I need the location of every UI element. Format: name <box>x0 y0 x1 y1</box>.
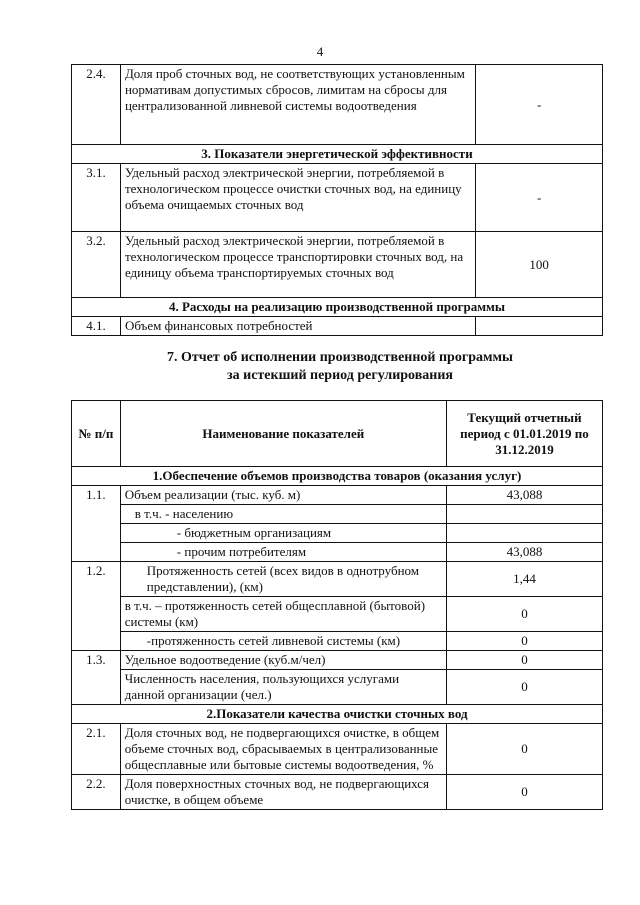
row-value: 43,088 <box>446 543 602 562</box>
row-value <box>446 505 602 524</box>
row-number: 2.4. <box>72 65 121 145</box>
table-row <box>72 486 603 505</box>
table-row <box>72 670 603 705</box>
row-value: 1,44 <box>446 562 602 597</box>
report-table <box>71 400 603 810</box>
row-text: - бюджетным организациям <box>120 524 446 543</box>
row-value: 0 <box>446 724 602 775</box>
row-text: Удельное водоотведение (куб.м/чел) <box>120 651 446 670</box>
row-value <box>446 524 602 543</box>
row-value: - <box>476 164 603 232</box>
row-text: в т.ч. - населению <box>120 505 446 524</box>
table-row <box>72 505 603 524</box>
section-title: 3. Показатели энергетической эффективности <box>72 145 603 164</box>
row-text: Протяженность сетей (всех видов в однотрубном представлении), (км) <box>120 562 446 597</box>
table-row <box>72 562 603 597</box>
row-text: Удельный расход электрической энергии, потребляемой в технологическом процессе транспортировки сточных вод, на единицу объема транспортируемых сточных вод <box>120 232 475 298</box>
section-row <box>72 298 603 317</box>
row-text: - прочим потребителям <box>120 543 446 562</box>
section-row <box>72 145 603 164</box>
row-text: -протяженность сетей ливневой системы (км) <box>120 632 446 651</box>
table-row <box>72 543 603 562</box>
row-text: Объем реализации (тыс. куб. м) <box>120 486 446 505</box>
table-row <box>72 65 603 145</box>
table-row <box>72 651 603 670</box>
row-value: 0 <box>446 670 602 705</box>
row-number: 2.2. <box>72 775 121 810</box>
row-text: Доля поверхностных сточных вод, не подвергающихся очистке, в общем объеме <box>120 775 446 810</box>
table-row <box>72 597 603 632</box>
row-number: 3.1. <box>72 164 121 232</box>
row-value: 0 <box>446 632 602 651</box>
row-text: Доля сточных вод, не подвергающихся очистке, в общем объеме сточных вод, сбрасываемых в централизованные общесплавные или бытовые системы водоотведения, % <box>120 724 446 775</box>
section-row <box>72 705 603 724</box>
section-title: 2.Показатели качества очистки сточных вод <box>72 705 603 724</box>
row-number: 1.3. <box>72 651 121 705</box>
row-text: Доля проб сточных вод, не соответствующих установленным нормативам допустимых сбросов, лимитам на сбросы для централизованной ливневой системы водоотведения <box>120 65 475 145</box>
table-row <box>72 524 603 543</box>
table-row <box>72 232 603 298</box>
row-number: 1.1. <box>72 486 121 562</box>
header-period: Текущий отчетный период с 01.01.2019 по 31.12.2019 <box>446 401 602 467</box>
row-number: 1.2. <box>72 562 121 651</box>
header-row <box>72 401 603 467</box>
row-value <box>476 317 603 336</box>
section-row <box>72 467 603 486</box>
table-row <box>72 164 603 232</box>
row-text: Объем финансовых потребностей <box>120 317 475 336</box>
row-number: 3.2. <box>72 232 121 298</box>
row-value: 43,088 <box>446 486 602 505</box>
row-value: 0 <box>446 651 602 670</box>
heading-line-1: 7. Отчет об исполнении производственной программы <box>166 350 513 365</box>
row-value: 0 <box>446 597 602 632</box>
row-value: 0 <box>446 775 602 810</box>
header-number: № п/п <box>72 401 121 467</box>
heading-line-2: за истекший период регулирования <box>227 368 453 383</box>
row-text: Численность населения, пользующихся услугами данной организации (чел.) <box>120 670 446 705</box>
row-number: 2.1. <box>72 724 121 775</box>
report-heading <box>0 349 640 385</box>
table-row <box>72 724 603 775</box>
row-number: 4.1. <box>72 317 121 336</box>
table-row <box>72 632 603 651</box>
row-text: в т.ч. – протяженность сетей общесплавной (бытовой) системы (км) <box>120 597 446 632</box>
page-number: 4 <box>316 44 324 59</box>
row-text: Удельный расход электрической энергии, потребляемой в технологическом процессе очистки сточных вод, на единицу объема очищаемых сточных вод <box>120 164 475 232</box>
table-row <box>72 775 603 810</box>
section-title: 4. Расходы на реализацию производственной программы <box>72 298 603 317</box>
table-row <box>72 317 603 336</box>
header-name: Наименование показателей <box>120 401 446 467</box>
section-title: 1.Обеспечение объемов производства товаров (оказания услуг) <box>72 467 603 486</box>
row-value: - <box>476 65 603 145</box>
indicators-table-continued <box>71 64 603 336</box>
row-value: 100 <box>476 232 603 298</box>
